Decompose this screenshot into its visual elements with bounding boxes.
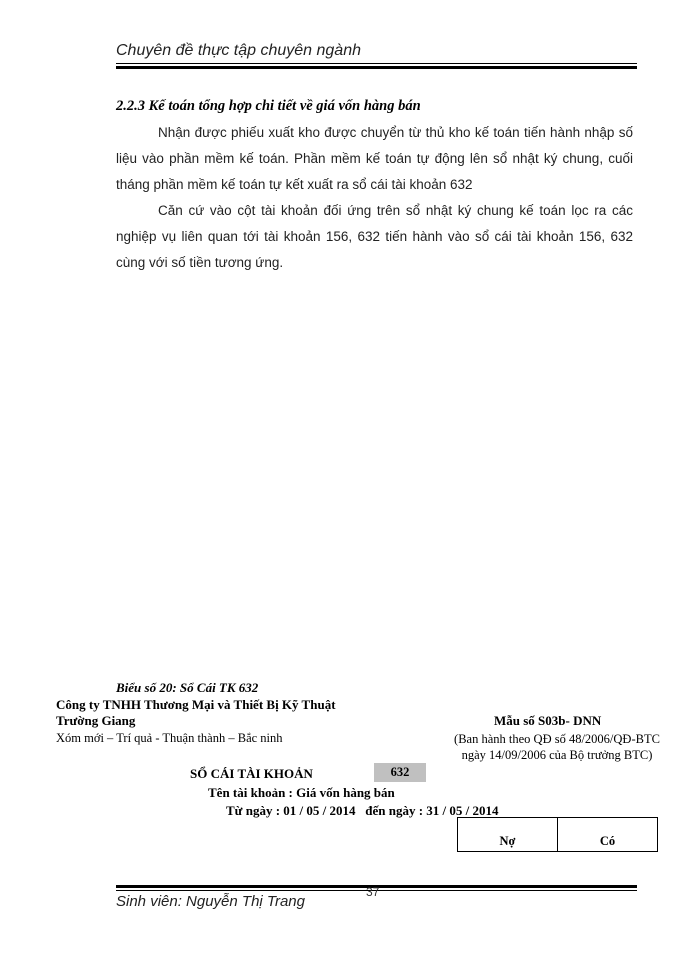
- company-address: Xóm mới – Trí quả - Thuận thành – Bắc ninh: [56, 731, 283, 745]
- account-number-box: 632: [374, 763, 426, 782]
- header-rule-thin: [116, 63, 637, 64]
- company-name-line2: Trường Giang: [56, 713, 136, 728]
- date-to: đến ngày : 31 / 05 / 2014: [365, 803, 499, 818]
- student-name: Sinh viên: Nguyễn Thị Trang: [116, 893, 305, 910]
- figure-caption: Biểu số 20: Sổ Cái TK 632: [116, 680, 259, 695]
- ledger-table: [457, 817, 658, 852]
- paragraph-1: Nhận được phiếu xuất kho được chuyển từ thủ kho kế toán tiến hành nhập số liệu vào phần mềm kế toán. Phần mềm kế toán tự động lên sổ nhật ký chung, cuối tháng phần mềm kế toán tự kết xuất ra sổ cái tài khoản 632: [116, 125, 633, 192]
- form-number: Mẫu số S03b- DNN: [494, 713, 602, 728]
- ledger-header-row: [458, 818, 658, 852]
- form-note-line2: ngày 14/09/2006 của Bộ trưởng BTC): [461, 748, 653, 762]
- section-heading: 2.2.3 Kế toán tổng hợp chi tiết về giá vốn hàng bán: [116, 98, 421, 114]
- debit-column-header: Nợ: [458, 818, 558, 852]
- form-note-line1: (Ban hành theo QĐ số 48/2006/QĐ-BTC: [454, 732, 660, 746]
- page-number: 37: [366, 885, 380, 899]
- date-from: Từ ngày : 01 / 05 / 2014: [226, 803, 356, 818]
- company-name: [56, 697, 376, 729]
- body-paragraphs: [116, 120, 633, 276]
- header-rule-thick: [116, 66, 637, 69]
- credit-column-header: Có: [558, 818, 658, 852]
- account-name: Tên tài khoản : Giá vốn hàng bán: [208, 785, 395, 800]
- company-name-line1: Công ty TNHH Thương Mại và Thiết Bị Kỹ Thuật: [56, 697, 336, 712]
- running-header-title: Chuyên đề thực tập chuyên ngành: [116, 42, 361, 59]
- paragraph-2: Căn cứ vào cột tài khoản đối ứng trên sổ nhật ký chung kế toán lọc ra các nghiệp vụ liên quan tới tài khoản 156, 632 tiến hành vào sổ cái tài khoản 156, 632 cùng với số tiền tương ứng.: [116, 203, 633, 270]
- ledger-title: SỔ CÁI TÀI KHOẢN: [190, 766, 313, 781]
- form-regulation-note: [437, 731, 677, 763]
